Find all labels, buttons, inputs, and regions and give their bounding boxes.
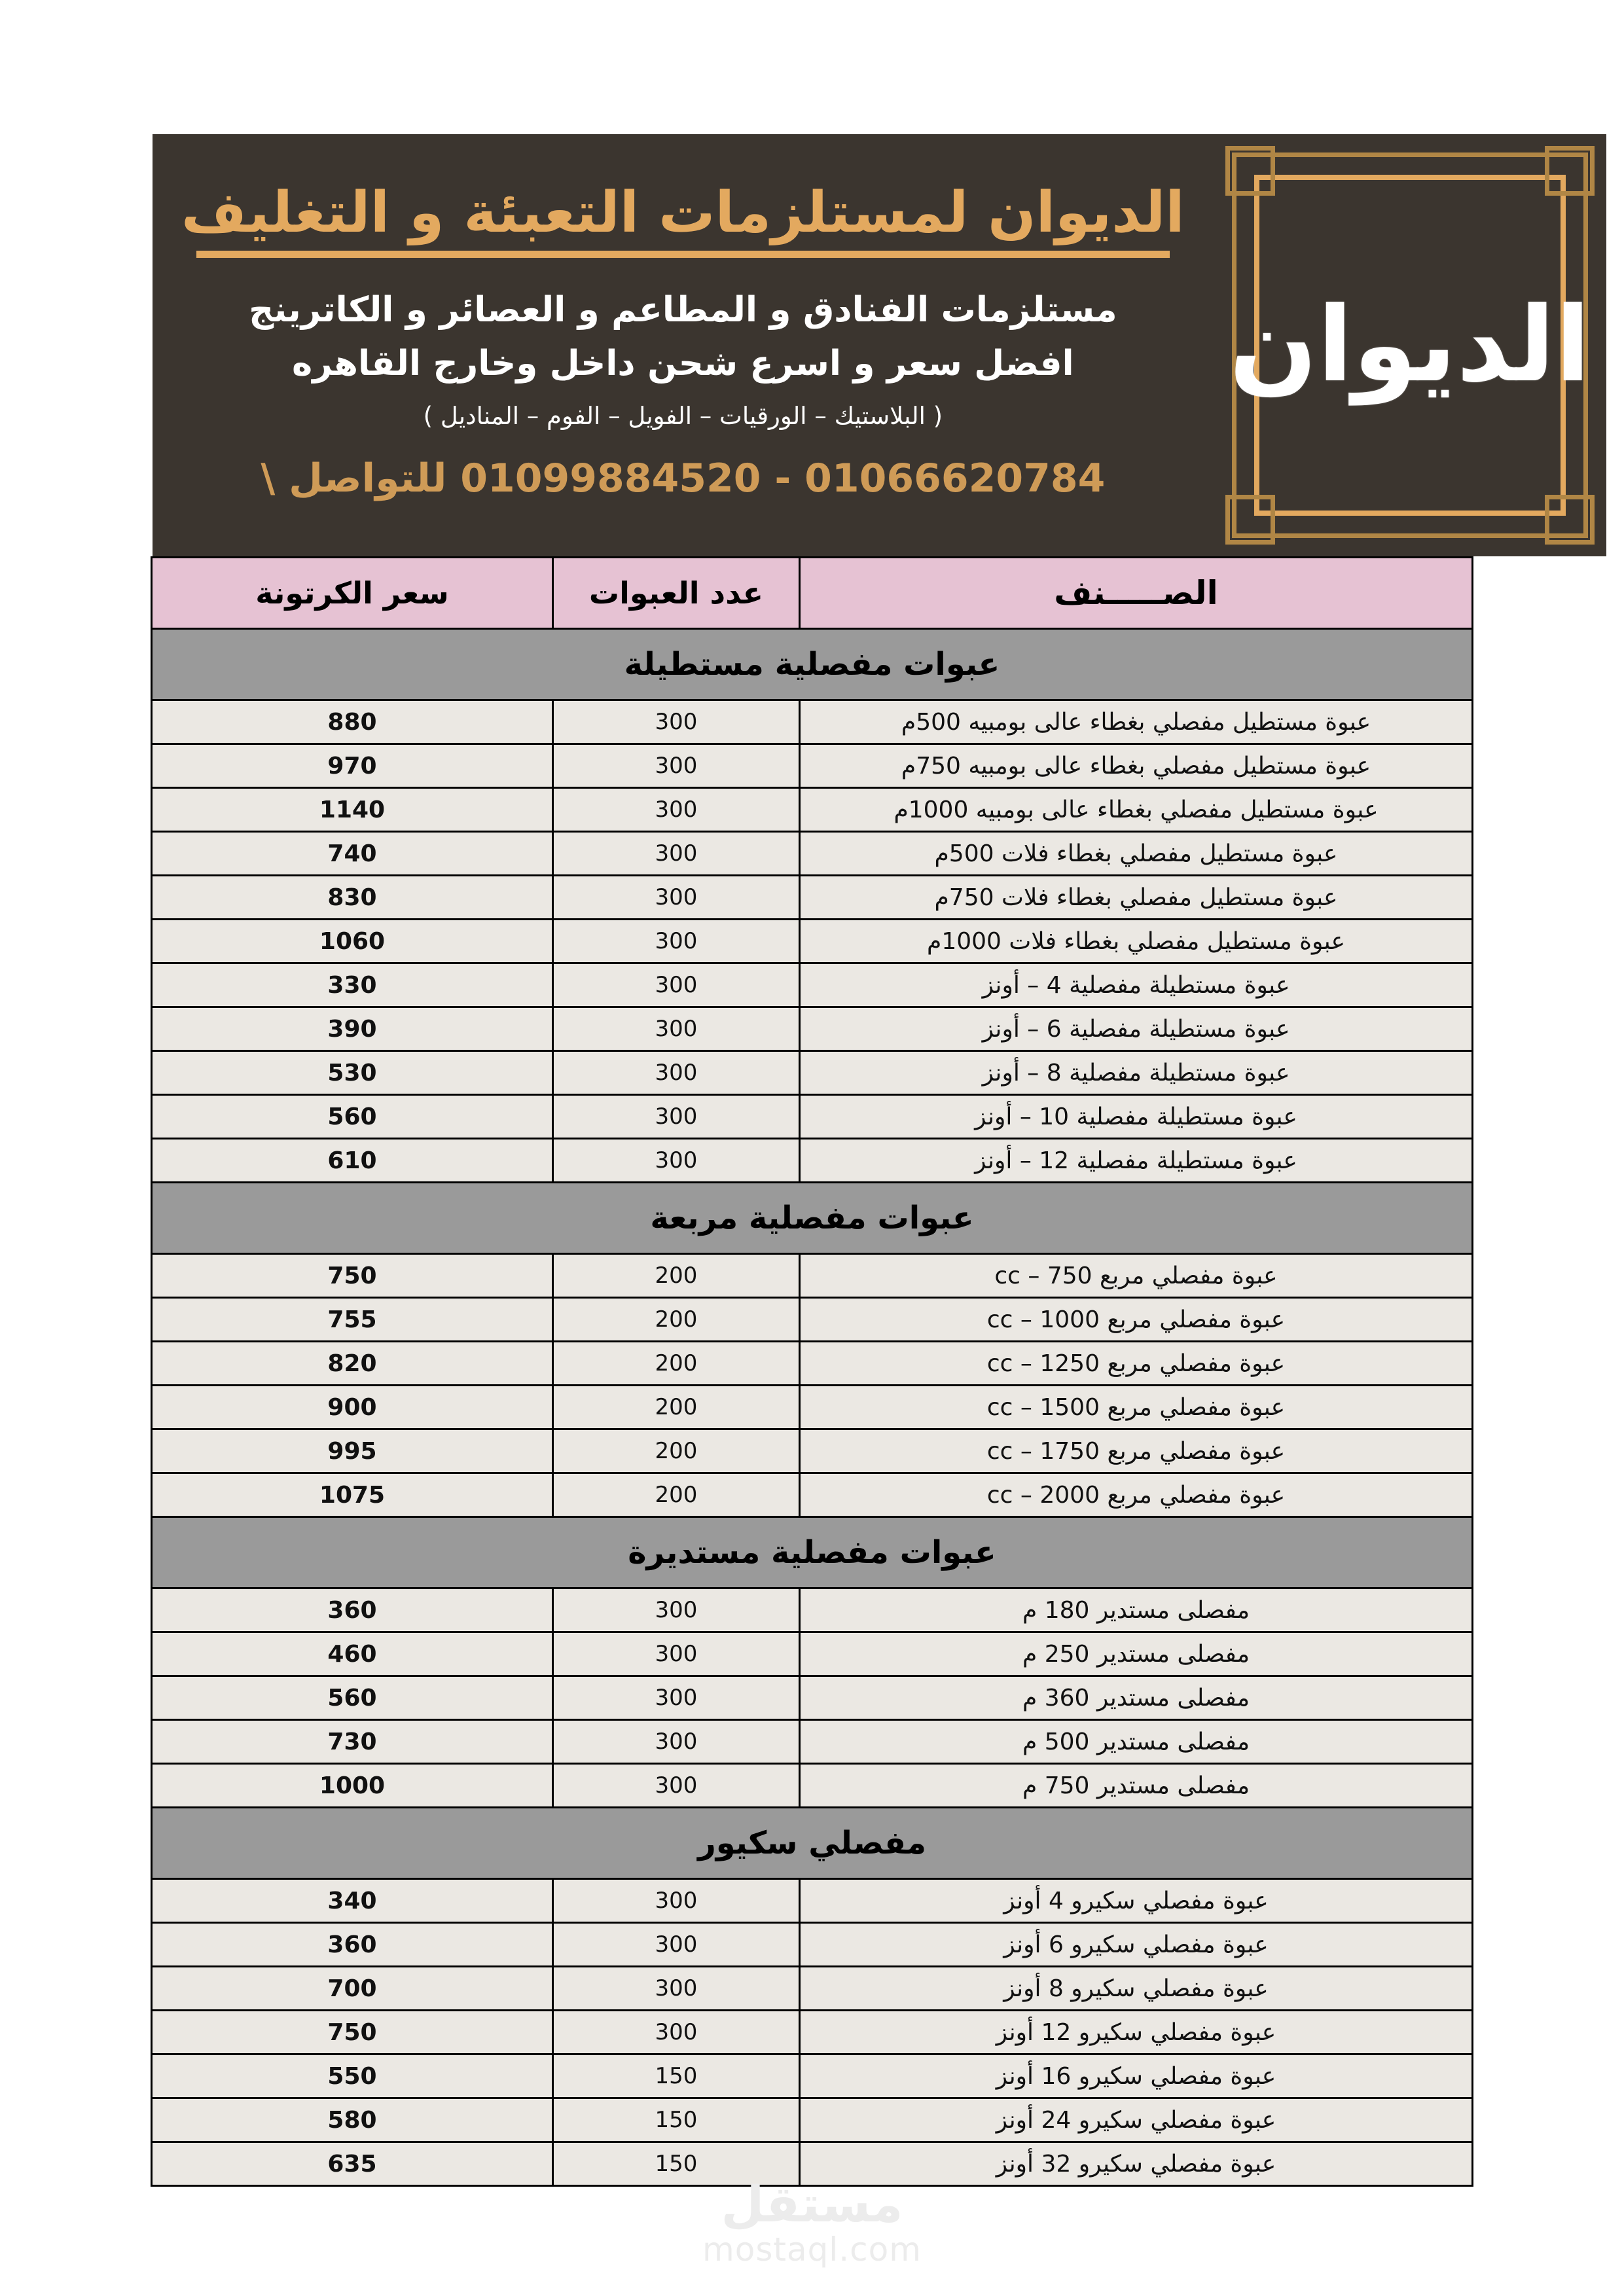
table-row — [152, 1676, 1473, 1720]
table-row — [152, 1429, 1473, 1473]
cell-carton-price: 700 — [152, 1967, 553, 2011]
cell-package-count: 300 — [553, 1007, 800, 1051]
cell-product-name: عبوة مستطيلة مفصلية 4 – أونز — [800, 963, 1473, 1007]
cell-carton-price: 900 — [152, 1386, 553, 1429]
cell-package-count: 300 — [553, 1588, 800, 1632]
cell-product-name: عبوة مفصلي سكيرو 24 أونز — [800, 2098, 1473, 2142]
cell-carton-price: 580 — [152, 2098, 553, 2142]
contact-line — [181, 456, 1185, 501]
cell-package-count: 300 — [553, 1967, 800, 2011]
watermark-arabic-text: مستقل — [721, 2175, 903, 2233]
cell-product-name: عبوة مفصلي سكيرو 6 أونز — [800, 1923, 1473, 1967]
cell-product-name: عبوة مستطيلة مفصلية 8 – أونز — [800, 1051, 1473, 1095]
cell-product-name: عبوة مفصلي سكيرو 32 أونز — [800, 2142, 1473, 2186]
table-row — [152, 832, 1473, 876]
cell-package-count: 200 — [553, 1254, 800, 1298]
cell-carton-price: 880 — [152, 700, 553, 744]
cell-product-name: عبوة مفصلي مربع 1250 – cc — [800, 1342, 1473, 1386]
table-row — [152, 788, 1473, 832]
logo-calligraphy-text: الديوان — [1229, 284, 1591, 405]
table-row — [152, 1923, 1473, 1967]
section-title: مفصلي سكيور — [152, 1808, 1473, 1879]
cell-carton-price: 360 — [152, 1923, 553, 1967]
headline-underline-rule — [196, 251, 1170, 258]
logo-corner-notch-bottom-right — [1545, 495, 1595, 545]
cell-package-count: 300 — [553, 1632, 800, 1676]
table-row — [152, 1342, 1473, 1386]
cell-package-count: 300 — [553, 963, 800, 1007]
banner-text-block — [153, 134, 1214, 556]
cell-package-count: 300 — [553, 2011, 800, 2054]
cell-product-name: عبوة مفصلي مربع 1500 – cc — [800, 1386, 1473, 1429]
table-row — [152, 2142, 1473, 2186]
cell-product-name: عبوة مفصلي مربع 2000 – cc — [800, 1473, 1473, 1517]
cell-carton-price: 970 — [152, 744, 553, 788]
table-header-row — [152, 558, 1473, 629]
cell-package-count: 150 — [553, 2054, 800, 2098]
price-table-head — [152, 558, 1473, 629]
table-row — [152, 963, 1473, 1007]
cell-carton-price: 530 — [152, 1051, 553, 1095]
table-row — [152, 1473, 1473, 1517]
cell-product-name: عبوة مستطيلة مفصلية 12 – أونز — [800, 1139, 1473, 1183]
logo-corner-notch-top-right — [1545, 146, 1595, 196]
cell-product-name: عبوة مفصلي سكيرو 4 أونز — [800, 1879, 1473, 1923]
logo-corner-notch-bottom-left — [1225, 495, 1275, 545]
cell-package-count: 300 — [553, 1139, 800, 1183]
table-row — [152, 1879, 1473, 1923]
table-row — [152, 1588, 1473, 1632]
cell-product-name: عبوة مفصلي سكيرو 8 أونز — [800, 1967, 1473, 2011]
table-row — [152, 1386, 1473, 1429]
contact-label: للتواصل \ — [261, 456, 447, 502]
cell-carton-price: 995 — [152, 1429, 553, 1473]
cell-package-count: 200 — [553, 1429, 800, 1473]
table-row — [152, 1139, 1473, 1183]
column-header-count: عدد العبوات — [553, 558, 800, 629]
subtitle-shipping: افضل سعر و اسرع شحن داخل وخارج القاهره — [291, 344, 1074, 384]
cell-package-count: 300 — [553, 1720, 800, 1764]
cell-package-count: 300 — [553, 920, 800, 963]
cell-carton-price: 360 — [152, 1588, 553, 1632]
cell-package-count: 300 — [553, 876, 800, 920]
cell-carton-price: 340 — [152, 1879, 553, 1923]
cell-product-name: مفصلى مستدير 360 م — [800, 1676, 1473, 1720]
section-header-row — [152, 1517, 1473, 1588]
mostaql-watermark — [0, 2175, 1624, 2270]
section-title: عبوات مفصلية مستطيلة — [152, 629, 1473, 700]
table-row — [152, 920, 1473, 963]
table-row — [152, 1720, 1473, 1764]
section-header-row — [152, 1183, 1473, 1254]
subtitle-services: مستلزمات الفنادق و المطاعم و العصائر و الكاترينج — [249, 290, 1117, 331]
cell-product-name: عبوة مفصلي سكيرو 12 أونز — [800, 2011, 1473, 2054]
cell-carton-price: 750 — [152, 2011, 553, 2054]
cell-product-name: عبوة مستطيل مفصلي بغطاء عالى بومبيه 500م — [800, 700, 1473, 744]
cell-product-name: مفصلى مستدير 180 م — [800, 1588, 1473, 1632]
column-header-name: الصـــــنف — [800, 558, 1473, 629]
cell-carton-price: 740 — [152, 832, 553, 876]
table-row — [152, 2098, 1473, 2142]
cell-carton-price: 730 — [152, 1720, 553, 1764]
cell-product-name: عبوة مفصلي مربع 1750 – cc — [800, 1429, 1473, 1473]
cell-package-count: 300 — [553, 1095, 800, 1139]
cell-product-name: مفصلى مستدير 750 م — [800, 1764, 1473, 1808]
cell-package-count: 300 — [553, 832, 800, 876]
cell-package-count: 150 — [553, 2098, 800, 2142]
section-title: عبوات مفصلية مستديرة — [152, 1517, 1473, 1588]
table-row — [152, 1632, 1473, 1676]
table-row — [152, 1298, 1473, 1342]
cell-product-name: عبوة مفصلي سكيرو 16 أونز — [800, 2054, 1473, 2098]
cell-package-count: 300 — [553, 700, 800, 744]
cell-carton-price: 830 — [152, 876, 553, 920]
cell-carton-price: 1000 — [152, 1764, 553, 1808]
company-logo-block — [1214, 134, 1606, 556]
contact-phone-numbers: 01066620784 - 01099884520 — [460, 456, 1106, 502]
table-row — [152, 1095, 1473, 1139]
cell-carton-price: 1140 — [152, 788, 553, 832]
cell-carton-price: 635 — [152, 2142, 553, 2186]
cell-carton-price: 550 — [152, 2054, 553, 2098]
cell-carton-price: 755 — [152, 1298, 553, 1342]
price-table-body — [152, 629, 1473, 2186]
cell-product-name: عبوة مفصلي مربع 1000 – cc — [800, 1298, 1473, 1342]
logo-corner-notch-top-left — [1225, 146, 1275, 196]
section-title: عبوات مفصلية مربعة — [152, 1183, 1473, 1254]
cell-product-name: عبوة مستطيل مفصلي بغطاء فلات 500م — [800, 832, 1473, 876]
cell-product-name: عبوة مستطيل مفصلي بغطاء عالى بومبيه 750م — [800, 744, 1473, 788]
cell-product-name: مفصلى مستدير 250 م — [800, 1632, 1473, 1676]
table-row — [152, 744, 1473, 788]
section-header-row — [152, 1808, 1473, 1879]
cell-package-count: 200 — [553, 1342, 800, 1386]
cell-package-count: 300 — [553, 1676, 800, 1720]
cell-package-count: 200 — [553, 1298, 800, 1342]
subtitle-categories: ( البلاستيك – الورقيات – الفويل – الفوم – المناديل ) — [423, 401, 943, 430]
cell-carton-price: 460 — [152, 1632, 553, 1676]
table-row — [152, 2011, 1473, 2054]
cell-product-name: مفصلى مستدير 500 م — [800, 1720, 1473, 1764]
cell-product-name: عبوة مفصلي مربع 750 – cc — [800, 1254, 1473, 1298]
table-row — [152, 1967, 1473, 2011]
cell-package-count: 300 — [553, 1051, 800, 1095]
table-row — [152, 2054, 1473, 2098]
cell-package-count: 300 — [553, 744, 800, 788]
table-row — [152, 700, 1473, 744]
cell-package-count: 300 — [553, 1764, 800, 1808]
cell-package-count: 300 — [553, 1923, 800, 1967]
cell-package-count: 300 — [553, 788, 800, 832]
table-row — [152, 1007, 1473, 1051]
section-header-row — [152, 629, 1473, 700]
company-header-banner — [153, 134, 1591, 556]
cell-carton-price: 610 — [152, 1139, 553, 1183]
cell-carton-price: 560 — [152, 1095, 553, 1139]
price-list-sheet — [153, 134, 1591, 2187]
cell-carton-price: 820 — [152, 1342, 553, 1386]
cell-carton-price: 390 — [152, 1007, 553, 1051]
cell-product-name: عبوة مستطيلة مفصلية 10 – أونز — [800, 1095, 1473, 1139]
table-row — [152, 1764, 1473, 1808]
cell-product-name: عبوة مستطيل مفصلي بغطاء فلات 1000م — [800, 920, 1473, 963]
cell-product-name: عبوة مستطيلة مفصلية 6 – أونز — [800, 1007, 1473, 1051]
cell-package-count: 200 — [553, 1473, 800, 1517]
cell-carton-price: 750 — [152, 1254, 553, 1298]
cell-package-count: 300 — [553, 1879, 800, 1923]
table-row — [152, 876, 1473, 920]
cell-package-count: 200 — [553, 1386, 800, 1429]
cell-carton-price: 1075 — [152, 1473, 553, 1517]
cell-product-name: عبوة مستطيل مفصلي بغطاء فلات 750م — [800, 876, 1473, 920]
cell-carton-price: 1060 — [152, 920, 553, 963]
cell-carton-price: 330 — [152, 963, 553, 1007]
company-headline: الديوان لمستلزمات التعبئة و التغليف — [181, 180, 1185, 245]
column-header-price: سعر الكرتونة — [152, 558, 553, 629]
price-table — [151, 556, 1473, 2187]
cell-package-count: 150 — [553, 2142, 800, 2186]
cell-carton-price: 560 — [152, 1676, 553, 1720]
table-row — [152, 1254, 1473, 1298]
watermark-latin-text: mostaql.com — [702, 2231, 922, 2269]
table-row — [152, 1051, 1473, 1095]
cell-product-name: عبوة مستطيل مفصلي بغطاء عالى بومبيه 1000م — [800, 788, 1473, 832]
